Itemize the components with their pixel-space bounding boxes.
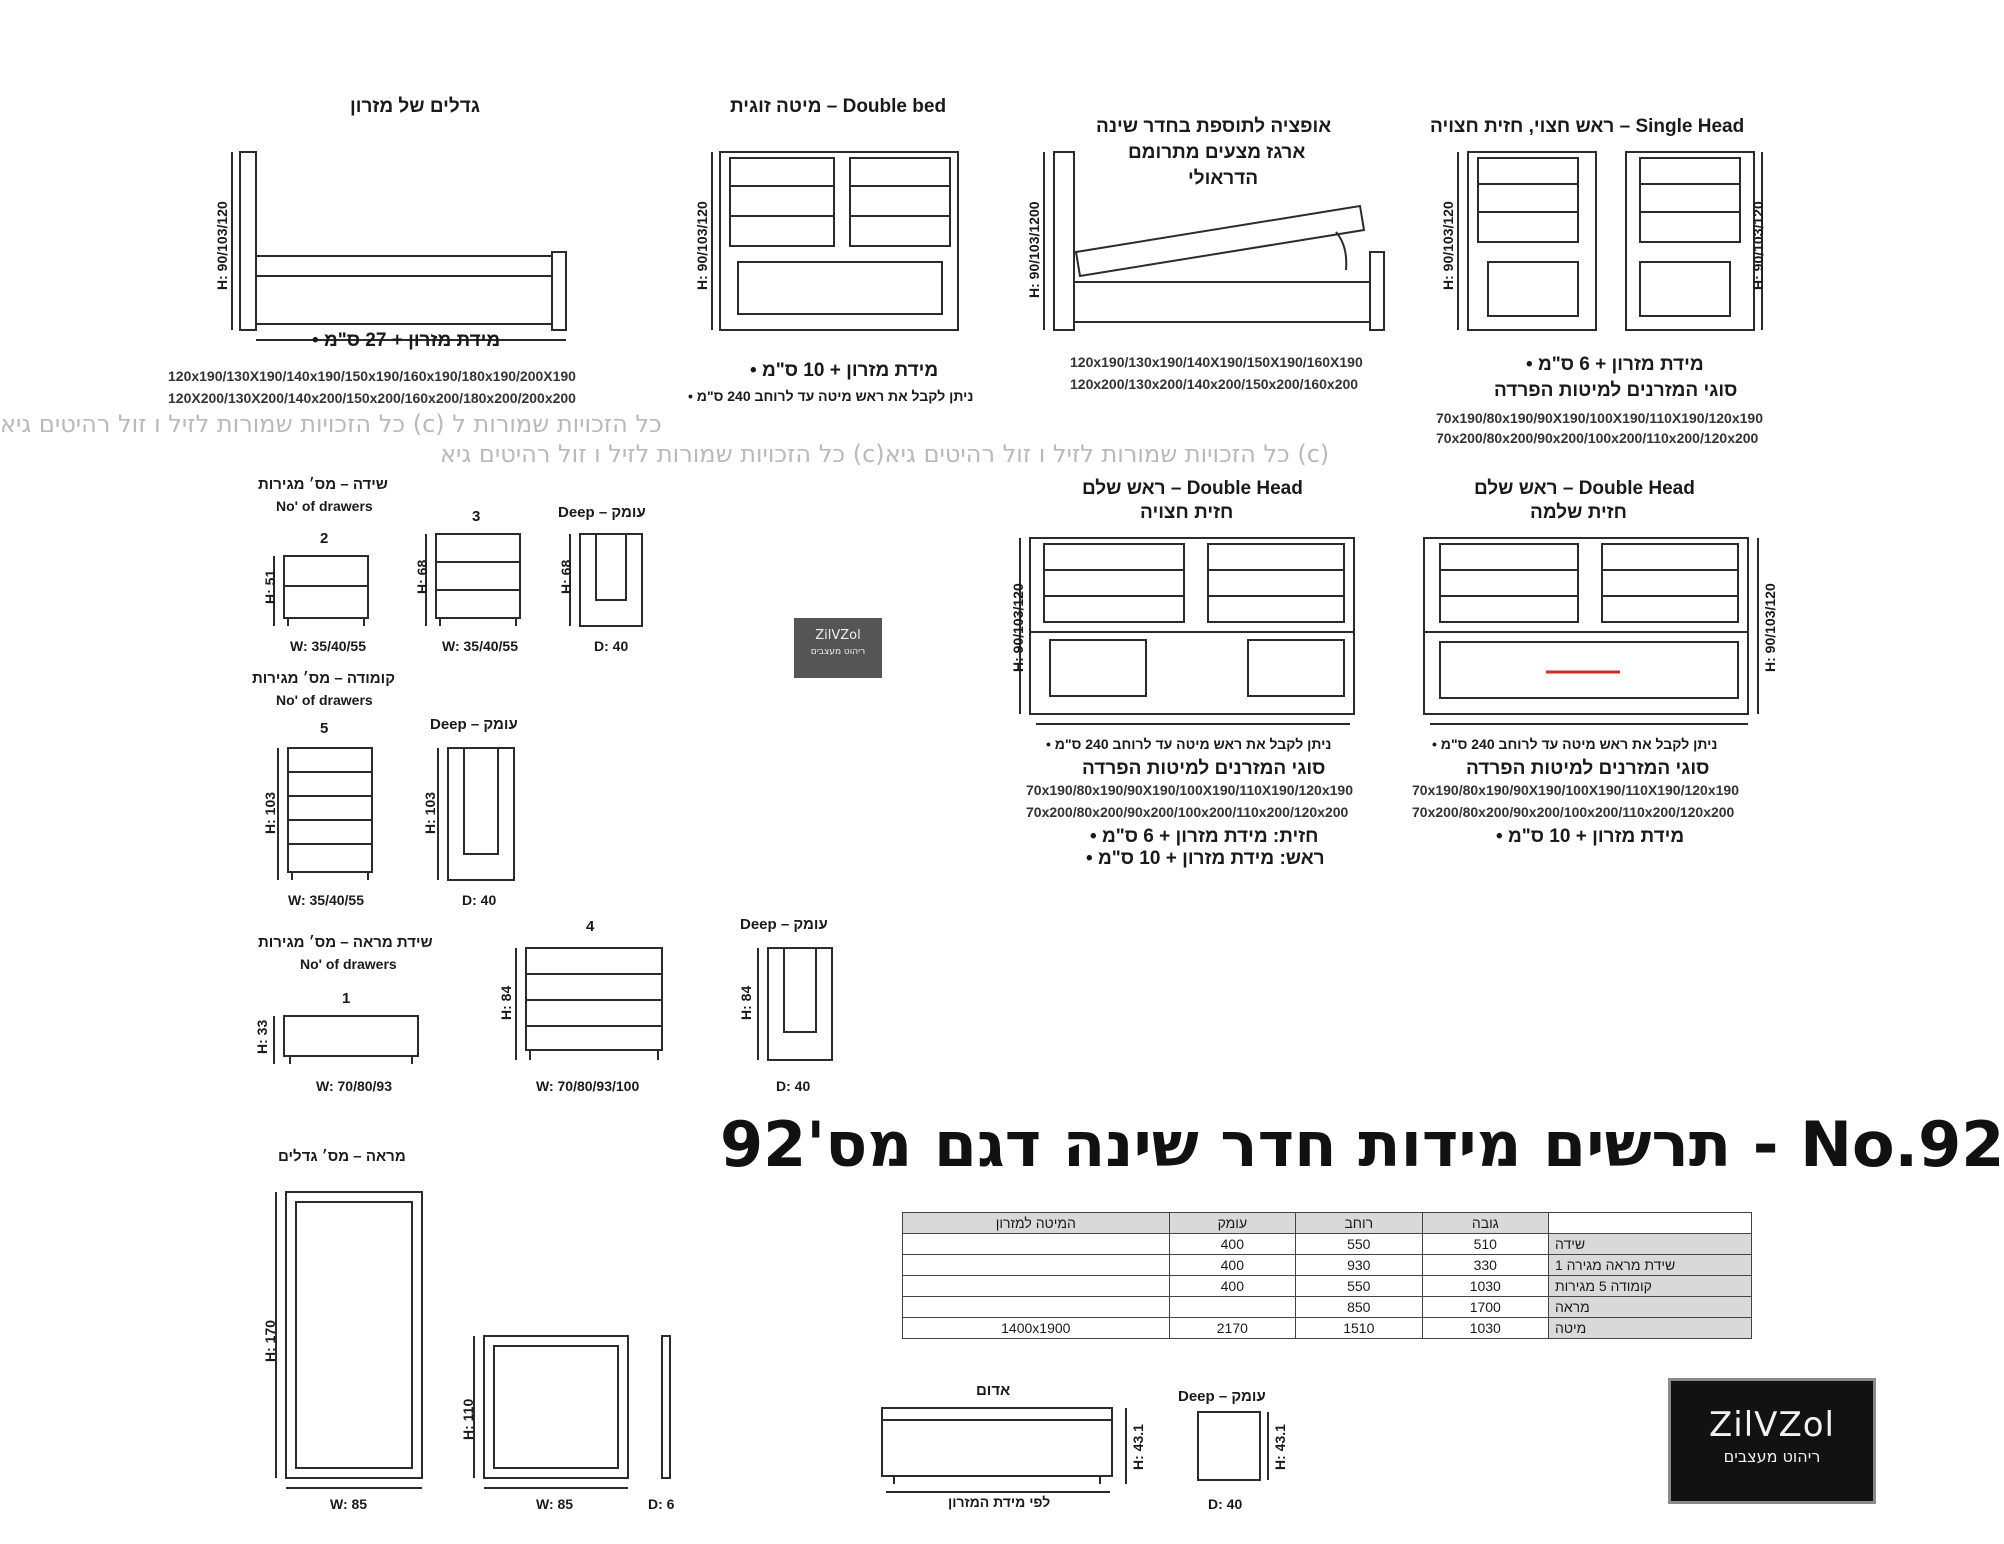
chest-drawers-en: No' of drawers <box>276 692 373 708</box>
dresser-width-1: W: 70/80/93 <box>316 1078 393 1094</box>
dresser-title: שידת מראה – מס׳ מגירות <box>258 934 433 951</box>
double-head-a-height: H: 90/103/120 <box>1010 583 1026 672</box>
mirror-depth <box>662 1336 670 1478</box>
bed-height-1: H: 90/103/120 <box>214 201 230 290</box>
row-depth <box>1169 1297 1295 1318</box>
option-title-2: ארגז מצעים מתרומם <box>1128 142 1306 163</box>
nightstand-count-2: 2 <box>320 530 329 547</box>
bench <box>882 1408 1126 1492</box>
double-head-b-subtitle: חזית שלמה <box>1530 502 1627 523</box>
nightstand-drawers-en: No' of drawers <box>276 498 373 514</box>
brand-logo-text: ZilVZol <box>1709 1405 1835 1445</box>
row-mattress <box>903 1297 1170 1318</box>
dresser-h84: H: 84 <box>498 985 514 1020</box>
nightstand-3-drawers <box>426 534 520 626</box>
brand-logo <box>1668 1378 1876 1504</box>
table-header-empty <box>1549 1213 1752 1234</box>
dh-a-190: 70x190/80x190/90X190/100X190/110X190/120x190 <box>1026 782 1353 798</box>
row-width: 1510 <box>1296 1318 1422 1339</box>
nightstand-deep: Deep – עומק <box>558 504 646 521</box>
table-header-width: רוחב <box>1296 1213 1422 1234</box>
chest-count-5: 5 <box>320 720 329 737</box>
double-head-full-front <box>1424 538 1758 724</box>
pouf-depth: D: 40 <box>1208 1496 1243 1512</box>
row-mattress <box>903 1255 1170 1276</box>
mirror-h110: H: 110 <box>460 1398 476 1440</box>
bed-height-2: H: 90/103/120 <box>694 201 710 290</box>
chest-deep: Deep – עומק <box>430 716 518 733</box>
dresser-width-2: W: 70/80/93/100 <box>536 1078 640 1094</box>
sizes-200: 120X200/130X200/140x200/150x200/160x200/180x200/200x200 <box>168 390 576 406</box>
single-sizes-190: 70x190/80x190/90X190/100X190/110X190/120x190 <box>1436 410 1763 426</box>
bed-height-4: H: 90/103/120 <box>1440 201 1456 290</box>
row-depth: 400 <box>1169 1234 1295 1255</box>
dresser-side <box>758 948 832 1060</box>
row-name: קומודה 5 מגירות <box>1549 1276 1752 1297</box>
table-row <box>903 1318 1752 1339</box>
double-head-b-height: H: 90/103/120 <box>1762 583 1778 672</box>
bench-width: לפי מידת המזרון <box>948 1494 1051 1510</box>
head-240-a: • ניתן לקבל את ראש מיטה עד לרוחב 240 ס"מ <box>1046 736 1332 752</box>
row-height: 510 <box>1422 1234 1548 1255</box>
table-header-depth: עומק <box>1169 1213 1295 1234</box>
mattress-plus-10-b: • מידת מזרון + 10 ס"מ <box>1496 826 1685 847</box>
table-row <box>903 1297 1752 1318</box>
double-head-a-subtitle: חזית חצויה <box>1140 502 1234 523</box>
bench-title: אדום <box>976 1382 1011 1399</box>
nightstand-title: שידה – מס׳ מגירות <box>258 476 388 493</box>
dh-b-200: 70x200/80x200/90x200/100x200/110x200/120x200 <box>1412 804 1735 820</box>
row-depth: 2170 <box>1169 1318 1295 1339</box>
lift-sizes-200: 120x200/130x200/140x200/150x200/160x200 <box>1070 376 1359 392</box>
mattress-plus-27: • מידת מזרון + 27 ס"מ <box>312 330 501 351</box>
mirror-small <box>474 1336 628 1488</box>
page-title: תרשים מידות חדר שינה דגם מס'92 - No.92 <box>720 1108 2004 1181</box>
mirror-title: מראה – מס׳ גדלים <box>278 1148 406 1165</box>
logo-small-subtext: ריהוט מעצבים <box>810 647 866 657</box>
head-240: • ניתן לקבל את ראש מיטה עד לרוחב 240 ס"מ <box>688 388 974 404</box>
mirror-width-85a: W: 85 <box>330 1496 368 1512</box>
bed-side-profile <box>232 152 566 340</box>
dresser-h33: H: 33 <box>254 1019 270 1054</box>
chest-depth: D: 40 <box>462 892 497 908</box>
watermark-right: כל הזכויות שמורות לזיל ו זול רהיטים גיא (c)כל הזכויות שמורות לזיל ו זול רהיטים גיא (c) <box>440 440 1330 468</box>
nightstand-h68: H: 68 <box>414 559 430 594</box>
mattress-plus-10: • מידת מזרון + 10 ס"מ <box>750 360 939 381</box>
option-title-1: אופציה לתוספת בחדר שינה <box>1096 116 1332 137</box>
dresser-deep: Deep – עומק <box>740 916 828 933</box>
chest-5-drawers <box>278 748 372 880</box>
row-name: מראה <box>1549 1297 1752 1318</box>
brand-logo-subtext: ריהוט מעצבים <box>1723 1447 1821 1466</box>
head-240-b: • ניתן לקבל את ראש מיטה עד לרוחב 240 ס"מ <box>1432 736 1718 752</box>
dresser-count-1: 1 <box>342 990 351 1007</box>
table-header-height: גובה <box>1422 1213 1548 1234</box>
table-row <box>903 1276 1752 1297</box>
dresser-side-h84: H: 84 <box>738 985 754 1020</box>
dresser-4-drawers <box>516 948 662 1060</box>
mattress-sizes-title: גדלים של מזרון <box>350 96 480 117</box>
double-bed-title: מיטה זוגית – Double bed <box>730 96 947 117</box>
nightstand-side-h68: H: 68 <box>558 559 574 594</box>
sizes-190: 120x190/130X190/140x190/150x190/160x190/180x190/200X190 <box>168 368 576 384</box>
nightstand-count-3: 3 <box>472 508 481 525</box>
dh-a-200: 70x200/80x200/90x200/100x200/110x200/120x200 <box>1026 804 1349 820</box>
row-width: 850 <box>1296 1297 1422 1318</box>
option-title-3: הדראולי <box>1188 168 1259 189</box>
row-mattress: 1400x1900 <box>903 1318 1170 1339</box>
row-height: 1030 <box>1422 1318 1548 1339</box>
chest-title: קומודה – מס׳ מגירות <box>252 670 396 687</box>
mirror-large <box>276 1192 422 1488</box>
nightstand-h51: H: 51 <box>262 569 278 604</box>
dresser-depth: D: 40 <box>776 1078 811 1094</box>
double-bed-front <box>712 152 958 330</box>
bed-height-3: H: 90/103/1200 <box>1026 201 1042 298</box>
pouf-height: H: 43.1 <box>1272 1424 1288 1470</box>
double-head-split-front <box>1020 538 1354 724</box>
table-row <box>903 1255 1752 1276</box>
nightstand-depth: D: 40 <box>594 638 629 654</box>
double-head-b-title: ראש שלם – Double Head <box>1474 478 1695 499</box>
head-plus-10: • ראש: מידת מזרון + 10 ס"מ <box>1086 848 1325 869</box>
row-width: 930 <box>1296 1255 1422 1276</box>
row-height: 1700 <box>1422 1297 1548 1318</box>
dimensions-table <box>902 1212 1752 1339</box>
dresser-count-4: 4 <box>586 918 595 935</box>
mirror-depth-6: D: 6 <box>648 1496 675 1512</box>
row-depth: 400 <box>1169 1276 1295 1297</box>
mirror-width-85b: W: 85 <box>536 1496 574 1512</box>
watermark-left: כל הזכויות שמורות לזיל ו זול רהיטים גיא (c) כל הזכויות שמורות ל <box>0 410 662 438</box>
chest-side <box>438 748 514 880</box>
row-name: שידת מראה מגירה 1 <box>1549 1255 1752 1276</box>
lift-sizes-190: 120x190/130x190/140X190/150X190/160X190 <box>1070 354 1363 370</box>
table-header-mattress: המיטה למזרון <box>903 1213 1170 1234</box>
nightstand-width-1: W: 35/40/55 <box>290 638 367 654</box>
row-width: 550 <box>1296 1276 1422 1297</box>
mattress-plus-6: • מידת מזרון + 6 ס"מ <box>1526 354 1704 375</box>
table-row <box>903 1234 1752 1255</box>
single-sizes-200: 70x200/80x200/90x200/100x200/110x200/120x200 <box>1436 430 1759 446</box>
logo-small <box>794 618 882 678</box>
logo-small-text: ZilVZol <box>815 628 861 643</box>
dh-b-190: 70x190/80x190/90X190/100X190/110X190/120x190 <box>1412 782 1739 798</box>
pouf-deep: Deep – עומק <box>1178 1388 1266 1405</box>
row-width: 550 <box>1296 1234 1422 1255</box>
nightstand-side <box>570 534 642 626</box>
mattress-types-b: סוגי המזרנים למיטות הפרדה <box>1466 758 1710 779</box>
dresser-drawers-en: No' of drawers <box>300 956 397 972</box>
nightstand-2-drawers <box>274 556 368 626</box>
double-head-a-title: ראש שלם – Double Head <box>1082 478 1303 499</box>
row-height: 330 <box>1422 1255 1548 1276</box>
row-name: מיטה <box>1549 1318 1752 1339</box>
single-head-bed <box>1458 152 1762 330</box>
mattress-types-a: סוגי המזרנים למיטות הפרדה <box>1082 758 1326 779</box>
row-height: 1030 <box>1422 1276 1548 1297</box>
bed-height-5: H: 90/103/120 <box>1750 201 1766 290</box>
nightstand-width-2: W: 35/40/55 <box>442 638 519 654</box>
dresser-1-drawer <box>274 1016 418 1064</box>
row-mattress <box>903 1276 1170 1297</box>
bench-height: H: 43.1 <box>1130 1424 1146 1470</box>
chest-side-height: H: 103 <box>422 791 438 834</box>
front-plus-6: • חזית: מידת מזרון + 6 ס"מ <box>1090 826 1319 847</box>
mirror-h170: H: 170 <box>262 1319 278 1362</box>
mattress-types: סוגי המזרנים למיטות הפרדה <box>1494 380 1738 401</box>
table-header-row <box>903 1213 1752 1234</box>
pouf <box>1198 1412 1268 1480</box>
row-depth: 400 <box>1169 1255 1295 1276</box>
chest-height: H: 103 <box>262 791 278 834</box>
row-name: שידה <box>1549 1234 1752 1255</box>
row-mattress <box>903 1234 1170 1255</box>
single-head-title: ראש חצוי, חזית חצויה – Single Head <box>1430 116 1745 137</box>
chest-width: W: 35/40/55 <box>288 892 365 908</box>
